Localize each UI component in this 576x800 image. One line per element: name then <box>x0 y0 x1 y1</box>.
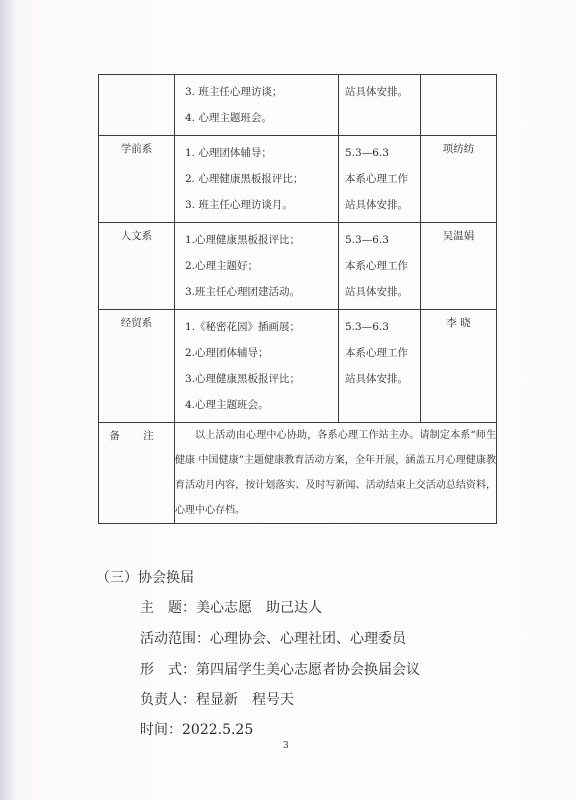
binding-shadow <box>0 0 16 800</box>
lead-cell: 吴温娟 <box>421 223 497 310</box>
lead-cell: 项纺纺 <box>421 136 497 223</box>
department-cell: 经贸系 <box>99 310 175 423</box>
activity-item: 2.心理团体辅导； <box>185 347 269 359</box>
department-cell <box>99 75 175 136</box>
table-row <box>99 310 497 423</box>
activity-item: 3. 班主任心理访谈； <box>185 86 283 98</box>
activity-item: 1. 心理团体辅导； <box>185 147 272 159</box>
activities-cell <box>175 223 339 310</box>
time-line: 站具体安排。 <box>345 373 408 385</box>
detail-format: 形 式：第四届学生美心志愿者协会换届会议 <box>140 662 420 678</box>
time-line: 5.3—6.3 <box>345 234 389 246</box>
time-cell <box>339 75 421 136</box>
time-line: 5.3—6.3 <box>345 321 389 333</box>
remark-row <box>99 423 497 524</box>
time-line: 站具体安排。 <box>345 199 408 211</box>
table-row <box>99 75 497 136</box>
detail-time: 时间：2022.5.25 <box>140 722 254 738</box>
activity-item: 3.心理健康黑板报评比； <box>185 373 301 385</box>
table-row <box>99 136 497 223</box>
time-cell <box>339 136 421 223</box>
page-number: 3 <box>283 741 289 751</box>
activities-cell <box>175 310 339 423</box>
time-line: 本系心理工作 <box>345 173 408 185</box>
activity-item: 3. 班主任心理访谈月。 <box>185 199 293 211</box>
table-body <box>99 75 497 524</box>
remark-text: 以上活动由心理中心协助，各系心理工作站主办。请制定本系“师生健康 中国健康”主题健康教育活动方案，全年开展，涵盖五月心理健康教育活动月内容，按计划落实、及时写新闻、活动结束上交活动总结资料，心理中心存档。 <box>175 423 497 524</box>
remark-label: 备 注 <box>99 423 175 524</box>
activity-item: 1.《秘密花园》插画展； <box>185 321 301 333</box>
department-cell: 学前系 <box>99 136 175 223</box>
lead-cell <box>421 75 497 136</box>
time-line: 5.3—6.3 <box>345 147 389 159</box>
time-cell <box>339 310 421 423</box>
activity-item: 1.心理健康黑板报评比； <box>185 234 301 246</box>
detail-scope: 活动范围：心理协会、心理社团、心理委员 <box>140 631 406 647</box>
activities-cell <box>175 136 339 223</box>
activity-item: 2.心理主题好； <box>185 260 259 272</box>
activity-item: 4.心理主题班会。 <box>185 399 269 411</box>
activity-item: 4. 心理主题班会。 <box>185 112 272 124</box>
section-title: （三）协会换届 <box>96 570 194 586</box>
activity-item: 2. 心理健康黑板报评比； <box>185 173 304 185</box>
detail-theme: 主 题：美心志愿 助己达人 <box>140 600 322 616</box>
time-line: 本系心理工作 <box>345 347 408 359</box>
activity-item: 3.班主任心理团建活动。 <box>185 286 301 298</box>
activities-cell <box>175 75 339 136</box>
time-line: 站具体安排。 <box>345 86 408 98</box>
time-line: 本系心理工作 <box>345 260 408 272</box>
lead-cell: 李 晓 <box>421 310 497 423</box>
detail-owner: 负责人：程显新 程号天 <box>140 692 294 708</box>
time-line: 站具体安排。 <box>345 286 408 298</box>
activity-plan-table <box>98 74 497 524</box>
time-cell <box>339 223 421 310</box>
department-cell: 人文系 <box>99 223 175 310</box>
table-row <box>99 223 497 310</box>
